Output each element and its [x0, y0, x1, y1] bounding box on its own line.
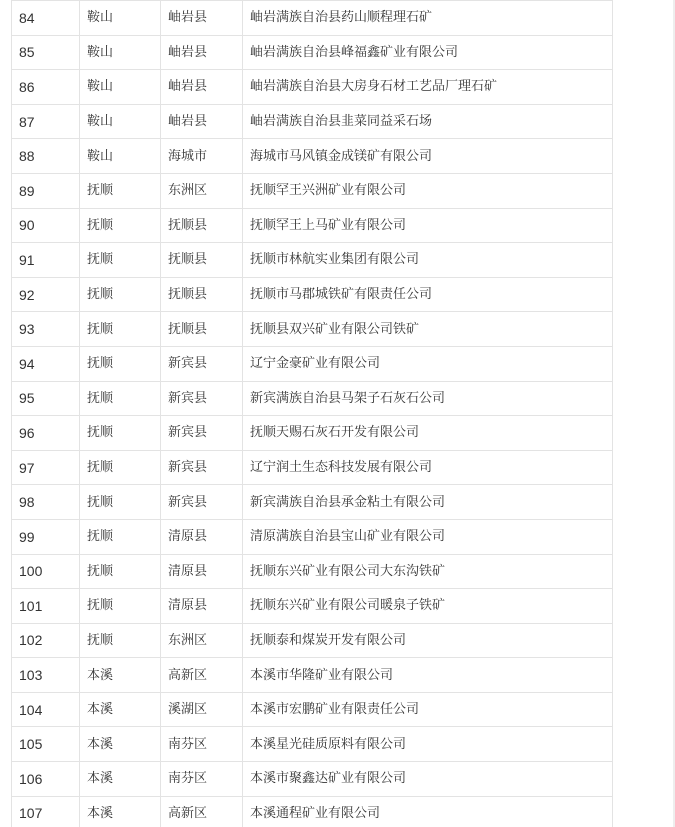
table-row: [12, 173, 613, 208]
cell-company-name: 抚顺罕王上马矿业有限公司: [243, 208, 613, 243]
cell-county: 南芬区: [161, 762, 243, 797]
cell-city: 本溪: [80, 692, 161, 727]
cell-county: 清原县: [161, 519, 243, 554]
table-row: [12, 277, 613, 312]
cell-number: 87: [12, 104, 80, 139]
cell-city: 抚顺: [80, 416, 161, 451]
cell-number: 88: [12, 139, 80, 174]
table-row: [12, 519, 613, 554]
cell-company-name: 新宾满族自治县承金粘土有限公司: [243, 485, 613, 520]
cell-company-name: 本溪市聚鑫达矿业有限公司: [243, 762, 613, 797]
cell-city: 本溪: [80, 658, 161, 693]
cell-county: 高新区: [161, 796, 243, 827]
table-row: [12, 762, 613, 797]
cell-county: 岫岩县: [161, 35, 243, 70]
cell-county: 抚顺县: [161, 312, 243, 347]
table-row: [12, 208, 613, 243]
cell-county: 新宾县: [161, 485, 243, 520]
cell-city: 抚顺: [80, 589, 161, 624]
cell-company-name: 岫岩满族自治县峰福鑫矿业有限公司: [243, 35, 613, 70]
cell-city: 抚顺: [80, 554, 161, 589]
cell-city: 鞍山: [80, 35, 161, 70]
table-row: [12, 727, 613, 762]
cell-number: 103: [12, 658, 80, 693]
cell-city: 抚顺: [80, 208, 161, 243]
cell-city: 本溪: [80, 796, 161, 827]
cell-number: 101: [12, 589, 80, 624]
cell-city: 抚顺: [80, 623, 161, 658]
cell-number: 90: [12, 208, 80, 243]
cell-city: 本溪: [80, 762, 161, 797]
cell-city: 抚顺: [80, 485, 161, 520]
table-row: [12, 70, 613, 105]
cell-number: 89: [12, 173, 80, 208]
cell-county: 岫岩县: [161, 1, 243, 36]
cell-county: 清原县: [161, 589, 243, 624]
cell-city: 抚顺: [80, 381, 161, 416]
cell-company-name: 本溪市华隆矿业有限公司: [243, 658, 613, 693]
cell-company-name: 清原满族自治县宝山矿业有限公司: [243, 519, 613, 554]
cell-number: 106: [12, 762, 80, 797]
cell-company-name: 抚顺县双兴矿业有限公司铁矿: [243, 312, 613, 347]
cell-county: 岫岩县: [161, 104, 243, 139]
table-row: [12, 1, 613, 36]
mining-company-table: [11, 0, 613, 827]
cell-company-name: 岫岩满族自治县韭菜同益采石场: [243, 104, 613, 139]
cell-company-name: 抚顺罕王兴洲矿业有限公司: [243, 173, 613, 208]
cell-county: 抚顺县: [161, 277, 243, 312]
cell-county: 新宾县: [161, 450, 243, 485]
cell-number: 86: [12, 70, 80, 105]
cell-number: 97: [12, 450, 80, 485]
table-row: [12, 381, 613, 416]
cell-company-name: 本溪星光硅质原料有限公司: [243, 727, 613, 762]
cell-city: 鞍山: [80, 104, 161, 139]
cell-number: 100: [12, 554, 80, 589]
cell-company-name: 抚顺东兴矿业有限公司大东沟铁矿: [243, 554, 613, 589]
cell-number: 105: [12, 727, 80, 762]
cell-number: 85: [12, 35, 80, 70]
table-row: [12, 796, 613, 827]
cell-company-name: 新宾满族自治县马架子石灰石公司: [243, 381, 613, 416]
cell-county: 清原县: [161, 554, 243, 589]
cell-city: 本溪: [80, 727, 161, 762]
cell-company-name: 本溪市宏鹏矿业有限责任公司: [243, 692, 613, 727]
cell-county: 海城市: [161, 139, 243, 174]
table-row: [12, 554, 613, 589]
cell-number: 107: [12, 796, 80, 827]
table-row: [12, 346, 613, 381]
table-row: [12, 589, 613, 624]
cell-city: 抚顺: [80, 450, 161, 485]
cell-county: 新宾县: [161, 416, 243, 451]
cell-county: 溪湖区: [161, 692, 243, 727]
cell-county: 新宾县: [161, 346, 243, 381]
cell-company-name: 本溪通程矿业有限公司: [243, 796, 613, 827]
cell-number: 99: [12, 519, 80, 554]
table-row: [12, 312, 613, 347]
cell-city: 抚顺: [80, 277, 161, 312]
cell-number: 91: [12, 243, 80, 278]
cell-number: 84: [12, 1, 80, 36]
cell-number: 96: [12, 416, 80, 451]
table-row: [12, 450, 613, 485]
cell-company-name: 海城市马风镇金成镁矿有限公司: [243, 139, 613, 174]
table-row: [12, 243, 613, 278]
cell-number: 95: [12, 381, 80, 416]
cell-city: 抚顺: [80, 173, 161, 208]
cell-company-name: 抚顺天赐石灰石开发有限公司: [243, 416, 613, 451]
cell-company-name: 辽宁润土生态科技发展有限公司: [243, 450, 613, 485]
cell-number: 94: [12, 346, 80, 381]
cell-county: 抚顺县: [161, 208, 243, 243]
cell-city: 鞍山: [80, 1, 161, 36]
cell-city: 鞍山: [80, 139, 161, 174]
table-row: [12, 623, 613, 658]
cell-number: 98: [12, 485, 80, 520]
cell-county: 岫岩县: [161, 70, 243, 105]
cell-county: 南芬区: [161, 727, 243, 762]
table-row: [12, 658, 613, 693]
cell-city: 抚顺: [80, 519, 161, 554]
cell-number: 93: [12, 312, 80, 347]
cell-county: 高新区: [161, 658, 243, 693]
cell-company-name: 辽宁金豪矿业有限公司: [243, 346, 613, 381]
cell-number: 104: [12, 692, 80, 727]
cell-county: 抚顺县: [161, 243, 243, 278]
cell-company-name: 岫岩满族自治县大房身石材工艺品厂理石矿: [243, 70, 613, 105]
cell-city: 抚顺: [80, 243, 161, 278]
cell-county: 东洲区: [161, 173, 243, 208]
cell-company-name: 抚顺东兴矿业有限公司暖泉子铁矿: [243, 589, 613, 624]
cell-company-name: 抚顺泰和煤炭开发有限公司: [243, 623, 613, 658]
table-row: [12, 104, 613, 139]
cell-city: 抚顺: [80, 346, 161, 381]
cell-county: 新宾县: [161, 381, 243, 416]
cell-company-name: 抚顺市林航实业集团有限公司: [243, 243, 613, 278]
table-row: [12, 485, 613, 520]
cell-city: 抚顺: [80, 312, 161, 347]
cell-city: 鞍山: [80, 70, 161, 105]
cell-number: 102: [12, 623, 80, 658]
cell-company-name: 抚顺市马郡城铁矿有限责任公司: [243, 277, 613, 312]
table-row: [12, 139, 613, 174]
table-row: [12, 35, 613, 70]
cell-county: 东洲区: [161, 623, 243, 658]
table-row: [12, 692, 613, 727]
table-row: [12, 416, 613, 451]
cell-company-name: 岫岩满族自治县药山顺程理石矿: [243, 1, 613, 36]
cell-number: 92: [12, 277, 80, 312]
table-body: [12, 1, 613, 827]
